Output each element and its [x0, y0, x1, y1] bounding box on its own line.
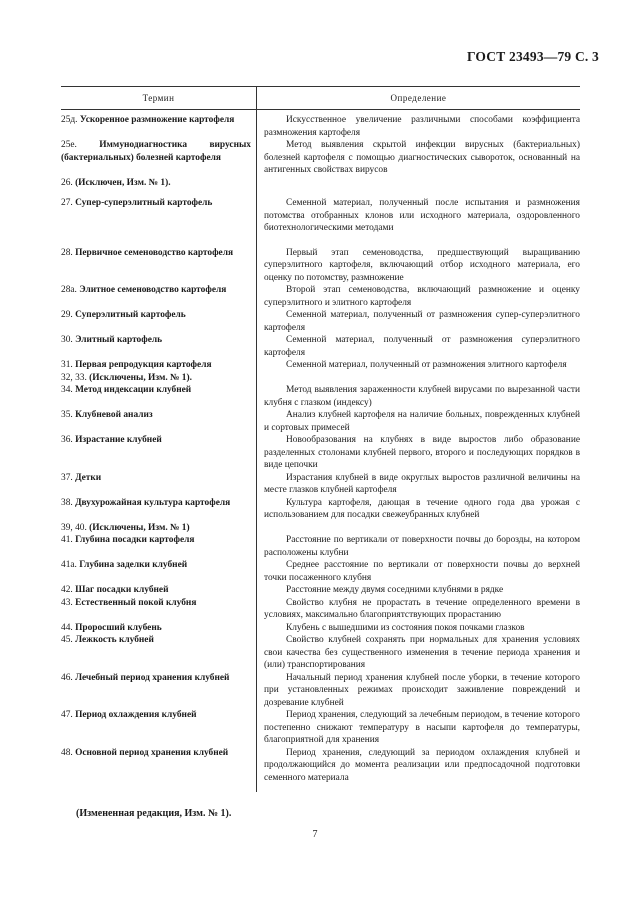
term-cell — [61, 709, 251, 722]
term-label: Первая репродукция картофеля — [75, 360, 212, 370]
term-cell — [61, 359, 251, 372]
term-number: 38. — [61, 497, 73, 508]
term-label: Элитный картофель — [75, 335, 163, 345]
term-number: 47. — [61, 710, 73, 720]
terms-table — [61, 86, 580, 784]
table-row — [61, 709, 580, 747]
term-number: 44. — [61, 622, 73, 633]
term-cell — [61, 409, 251, 422]
definition-cell — [264, 372, 580, 385]
term-number: 26. — [61, 177, 73, 188]
term-number: 34. — [61, 385, 73, 395]
term-cell — [61, 534, 251, 547]
amendment-note: (Измененная редакция, Изм. № 1). — [76, 808, 232, 819]
table-row — [61, 672, 580, 710]
table-row — [61, 409, 580, 434]
definition-cell: Свойство клубня не прорастать в течение определенного времени в условиях, максимально благоприятствующих прорастанию — [264, 597, 580, 620]
table-row — [61, 559, 580, 584]
definition-cell: Новообразования на клубнях в виде выростов либо образование разделенных столонами клубней первого, второго и последующих порядков в виде цепочки — [264, 435, 580, 470]
table-row — [61, 622, 580, 635]
table-header — [61, 87, 580, 110]
definition-cell: Семенной материал, полученный от размножения супер-суперэлитного картофеля — [264, 310, 580, 333]
definition-cell: Второй этап семеноводства, включающий размножение и оценку суперэлитного и элитного картофеля — [264, 285, 580, 308]
definition-cell: Семенной материал, полученный после испытания и размножения потомства отобранных клонов или исходного материала, оздоровленного биотехнологическими методами — [264, 198, 580, 233]
term-number: 32, 33. — [61, 372, 87, 383]
definition-cell: Начальный период хранения клубней после уборки, в течение которого при установленных режимах происходит заживление повреждений и дозревание клубней — [264, 672, 580, 708]
definition-cell: Израстания клубней в виде округлых выростов различной величины на месте глазков клубней картофеля — [264, 472, 580, 495]
table-row — [61, 197, 580, 235]
term-label: Период охлаждения клубней — [75, 710, 197, 720]
term-cell — [61, 634, 251, 647]
table-row — [61, 747, 580, 785]
term-label: Глубина посадки картофеля — [75, 535, 195, 545]
term-number: 30. — [61, 335, 73, 345]
table-row — [61, 472, 580, 497]
table-row — [61, 534, 580, 559]
definition-cell — [264, 522, 580, 535]
term-cell — [61, 672, 251, 685]
definition-cell: Свойство клубней сохранять при нормальных для хранения условиях свои качества без существенного изменения в течение периода хранения и (или) транспортирования — [264, 635, 580, 670]
term-number: 39, 40. — [61, 522, 87, 533]
term-label: Метод индексации клубней — [75, 385, 192, 395]
definition-cell — [264, 177, 580, 190]
definition-cell: Анализ клубней картофеля на наличие больных, поврежденных клубней и сортовых примесей — [264, 410, 580, 433]
term-label: Лежкость клубней — [75, 635, 154, 645]
table-row — [61, 139, 580, 177]
table-row — [61, 114, 580, 139]
term-cell — [61, 334, 251, 347]
term-cell — [61, 247, 251, 260]
term-cell — [61, 622, 251, 635]
term-cell — [61, 372, 251, 385]
term-cell — [61, 197, 251, 210]
term-number: 41. — [61, 535, 73, 545]
term-number: 37. — [61, 472, 73, 483]
table-row — [61, 309, 580, 334]
table-row — [61, 372, 580, 385]
term-number: 28. — [61, 247, 73, 258]
definition-cell: Семенной материал, полученный от размножения суперэлитного картофеля — [264, 335, 580, 358]
term-label: Проросший клубень — [75, 622, 162, 633]
term-label: Израстание клубней — [75, 435, 162, 445]
table-row — [61, 597, 580, 622]
term-label: Естественный покой клубня — [75, 597, 197, 608]
term-cell — [61, 584, 251, 597]
term-label: (Исключены, Изм. № 1) — [89, 522, 190, 533]
page-number: 7 — [312, 829, 318, 840]
term-number: 25е. — [61, 140, 77, 150]
term-number: 45. — [61, 635, 73, 645]
term-number: 35. — [61, 410, 73, 420]
term-label: Глубина заделки клубней — [79, 560, 188, 570]
term-number: 27. — [61, 198, 73, 208]
term-number: 25д. — [61, 115, 78, 125]
term-number: 42. — [61, 585, 73, 595]
term-label: Супер-суперэлитный картофель — [75, 198, 213, 208]
definition-cell: Метод выявления скрытой инфекции вирусных (бактериальных) болезней картофеля с помощью диагностических сывороток, основанный на антигенных свойствах вирусов — [264, 140, 580, 175]
table-row — [61, 334, 580, 359]
definition-cell: Семенной материал, полученный от размножения элитного картофеля — [286, 360, 567, 370]
term-label: Детки — [75, 472, 102, 483]
term-label: (Исключены, Изм. № 1). — [89, 372, 192, 383]
term-number: 28а. — [61, 285, 77, 295]
term-cell — [61, 559, 251, 572]
term-label: Суперэлитный картофель — [75, 310, 186, 320]
definition-cell: Искусственное увеличение различными способами коэффициента размножения картофеля — [264, 115, 580, 138]
term-cell — [61, 497, 251, 510]
table-row — [61, 177, 580, 190]
term-cell — [61, 434, 251, 447]
term-number: 36. — [61, 435, 73, 445]
term-cell — [61, 597, 251, 610]
term-label: Элитное семеноводство картофеля — [79, 285, 227, 295]
term-number: 29. — [61, 310, 73, 320]
term-label: Клубневой анализ — [75, 410, 153, 420]
term-cell — [61, 284, 251, 297]
table-row — [61, 384, 580, 409]
definition-cell: Расстояние по вертикали от поверхности почвы до борозды, на котором расположены клубни — [264, 535, 580, 558]
term-cell — [61, 177, 251, 190]
term-label: Первичное семеноводство картофеля — [75, 247, 234, 258]
table-body — [61, 110, 580, 784]
term-number: 46. — [61, 672, 73, 683]
table-row — [61, 634, 580, 672]
term-cell — [61, 384, 251, 397]
term-label: Двухурожайная культура картофеля — [75, 497, 231, 508]
term-cell — [61, 309, 251, 322]
term-label: Лечебный период хранения клубней — [75, 672, 230, 683]
definition-cell: Период хранения, следующий за периодом охлаждения клубней и продолжающийся до момента реализации или предпосадочной подготовки семенного материала — [264, 747, 580, 783]
table-row — [61, 497, 580, 522]
table-row — [61, 247, 580, 285]
term-number: 41а. — [61, 560, 77, 570]
table-row — [61, 434, 580, 472]
table-row — [61, 584, 580, 597]
term-cell — [61, 747, 251, 760]
table-row — [61, 359, 580, 372]
term-label: Ускоренное размножение картофеля — [79, 115, 235, 125]
definition-cell: Метод выявления зараженности клубней вирусами по вырезанной части клубня с глазком (индексу) — [264, 385, 580, 408]
column-header-definition: Определение — [390, 93, 447, 103]
term-number: 43. — [61, 597, 73, 608]
term-cell — [61, 139, 251, 164]
definition-cell: Клубень с вышедшими из состояния покоя почками глазков — [286, 622, 525, 633]
term-cell — [61, 472, 251, 485]
term-label: Иммунодиагностика вирусных (бактериальных) болезней картофеля — [61, 140, 251, 163]
definition-cell: Первый этап семеноводства, предшествующий выращиванию суперэлитного картофеля, включающий отбор исходного материала, его оценку по потомству, размножение — [264, 247, 580, 283]
table-row — [61, 522, 580, 535]
term-label: Шаг посадки клубней — [75, 585, 169, 595]
table-row — [61, 284, 580, 309]
definition-cell: Период хранения, следующий за лечебным периодом, в течение которого постепенно снижают температуру в насыпи картофеля до температуры, благоприятной для хранения — [264, 710, 580, 745]
page-header: ГОСТ 23493—79 С. 3 — [466, 49, 599, 64]
term-cell — [61, 522, 251, 535]
definition-cell: Культура картофеля, дающая в течение одного года два урожая с использованием для посадки свежеубранных клубней — [264, 497, 580, 520]
definition-cell: Расстояние между двумя соседними клубнями в рядке — [286, 585, 504, 595]
term-cell — [61, 114, 251, 127]
column-header-term: Термин — [142, 93, 175, 103]
term-label: Основной период хранения клубней — [75, 747, 229, 758]
term-label: (Исключен, Изм. № 1). — [75, 177, 171, 188]
definition-cell: Среднее расстояние по вертикали от поверхности почвы до верхней точки посаженного клубня — [264, 560, 580, 583]
term-number: 31. — [61, 360, 73, 370]
term-number: 48. — [61, 747, 73, 758]
